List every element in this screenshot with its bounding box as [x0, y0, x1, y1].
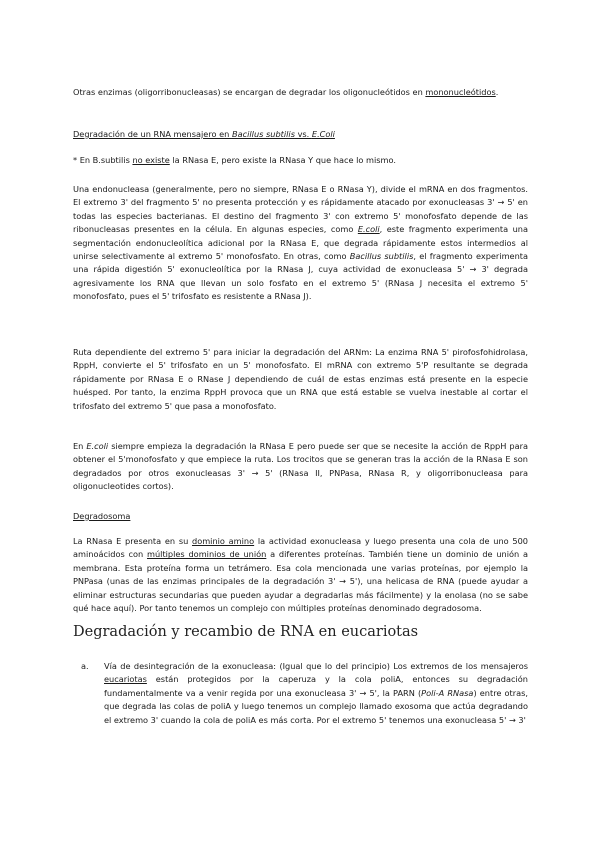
- section1-title-species2: E.Coli: [311, 129, 335, 139]
- body1-a: Una endonucleasa (generalmente, pero no siempre, RNasa E o RNasa Y), divide el mRNA en dos fragmentos. El extremo 3' del fragmento 5' no presenta protección y es rápidamente atacado por exonucleasas 3' → 5' en todas las especies bacterianas. El destino del fragmento 3' con extremo 5' monofosfato depende de las ribonucleasas presentes en la célula. En algunas especies, como: [73, 184, 528, 235]
- note-a: * En B.subtilis: [73, 155, 133, 165]
- body1-b: , este fragmento experimenta una segmentación endonucleolítica adicional por la RNasa E, que degrada rápidamente estos intermedios al unirse selectivamente al extremo 5' monofosfato. En otras, como: [73, 224, 528, 262]
- rpph-paragraph: Ruta dependiente del extremo 5' para iniciar la degradación del ARNm: La enzima RNA 5' pirofosfohidrolasa, RppH, convierte el 5' trifosfato en un 5' monofosfato. El mRNA con extremo 5'P resultante se degrada rápidamente por RNasa E o RNase J dependiendo de cuál de estas enzimas está presente en la especie huésped. Por tanto, la enzima RppH provoca que un RNA que está estable se vuelva inestable al cortar el trifosfato del extremo 5' que pasa a monofosfato.: [73, 347, 528, 411]
- heading-eucariotas: Degradación y recambio de RNA en eucariotas: [73, 624, 419, 640]
- list-item-a: [81, 660, 528, 727]
- body4-a: La RNasa E presenta en su: [73, 536, 192, 546]
- body3-b: siempre empieza la degradación la RNasa E pero puede ser que se necesite la acción de RppH para obtener el 5'monofosfato y que empiece la ruta. Los trocitos que se generan tras la acción de la RNasa E son degradados por otros exonucleasas 3' → 5' (RNasa II, PNPasa, RNasa R, y oligorribonucleasa para oligonucleotides cortos).: [73, 441, 528, 492]
- section1-title-a: Degradación de un RNA mensajero en: [73, 129, 232, 139]
- list-a-i1: Poli-A RNasa: [421, 687, 474, 698]
- intro-paragraph: [73, 86, 528, 99]
- note-paragraph: [73, 154, 528, 167]
- note-underlined: no existe: [132, 155, 170, 165]
- body4-u1: dominio amino: [192, 536, 255, 546]
- body4-c: a diferentes proteínas. También tiene un dominio de unión a membrana. Esta proteína forma un tetrámero. Esa cola mencionada une varias proteínas, por ejemplo la PNPasa (unas de las enzimas principales de la degradación 3' → 5'), una helicasa de RNA (puede ayudar a eliminar estructuras secundarias que pueden ayudar a degradarlas más fácilmente) y la enolasa (no se sabe qué hace aquí). Por tanto tenemos un complejo con múltiples proteínas denominado degradosoma.: [73, 549, 528, 614]
- body3-a: En: [73, 441, 87, 451]
- section-title-degradosoma: Degradosoma: [73, 511, 131, 521]
- note-b: la RNasa E, pero existe la RNasa Y que hace lo mismo.: [169, 155, 396, 165]
- list-a-text: [104, 660, 528, 727]
- list-a-b: están protegidos por la caperuza y la cola poliA, entonces su degradación fundamentalmente va a venir regida por una exonucleasa 3' → 5', la PARN (: [104, 674, 528, 698]
- intro-underlined-term: mononucleótidos: [425, 87, 496, 97]
- section1-title-b: vs.: [294, 129, 312, 139]
- body1-ecoli: E.coli: [357, 224, 380, 235]
- body1-bsub: Bacillus subtilis: [349, 251, 414, 262]
- list-a-c: ) entre otras, que degrada las colas de poliA y luego tenemos un complejo llamado exosoma que actúa degradando el extremo 3' cuando la cola de poliA es más corta. Por el extremo 5' tenemos una exonucleasa 5' → 3': [104, 687, 528, 725]
- body4-b: la actividad exonucleasa y luego presenta una cola de uno 500 aminoácidos con: [73, 536, 528, 560]
- list-a-u1: eucariotas: [104, 674, 147, 685]
- list-a-a: Vía de desintegración de la exonucleasa: (Igual que lo del principio) Los extremos de los mensajeros: [104, 661, 528, 671]
- body3-ecoli: E.coli: [86, 441, 109, 451]
- endonuclease-paragraph: [73, 183, 528, 304]
- body4-u2: múltiples dominios de unión: [147, 549, 267, 560]
- degradosoma-paragraph: [73, 535, 528, 615]
- body1-c: , el fragmento experimenta una rápida digestión 5' exonucleolítica por la RNasa J, cuya actividad de exonucleasa 5' → 3' degrada agresivamente los RNA que llevan un solo fosfato en el extremo 5' (RNasa J necesita el extremo 5' monofosfato, pues el 5' trifosfato es resistente a RNasa J).: [73, 251, 528, 302]
- section1-title-species: Bacillus subtilis: [231, 129, 295, 139]
- section-title-bacillus-vs-ecoli: [73, 128, 528, 141]
- intro-end: .: [495, 87, 499, 97]
- list-marker-a: a.: [81, 661, 89, 671]
- ecoli-paragraph: [73, 440, 528, 494]
- intro-text: Otras enzimas (oligorribonucleasas) se encargan de degradar los oligonucleótidos en: [73, 87, 426, 97]
